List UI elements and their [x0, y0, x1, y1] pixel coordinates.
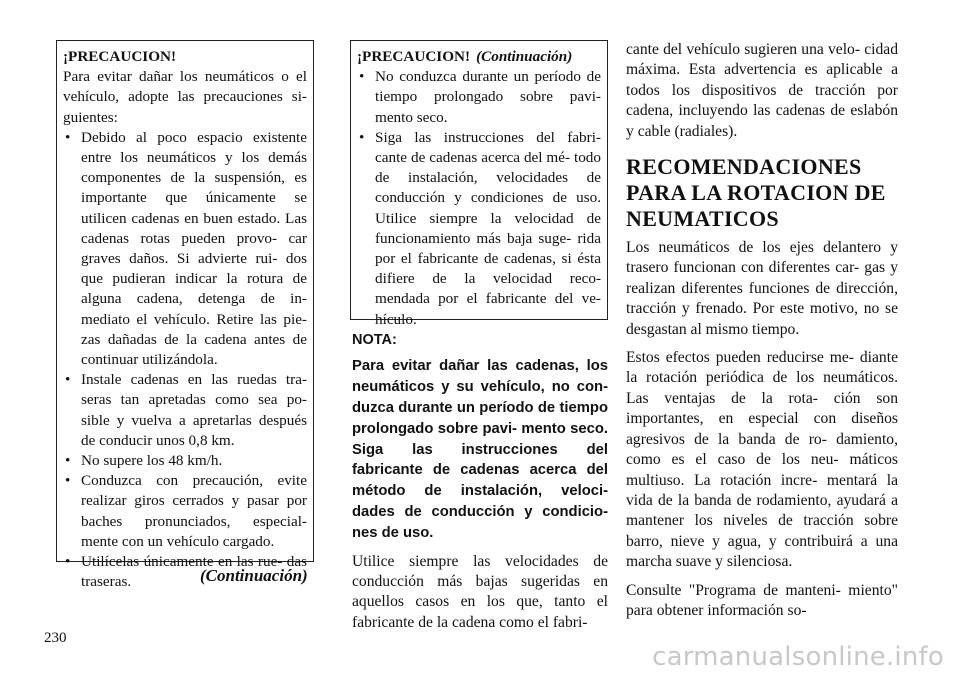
list-item: • Conduzca con precaución, evite realizar giros cerrados y pasar por baches pronunciados, especial- mente con un vehículo cargado. [63, 471, 307, 552]
list-item: • Utilícelas únicamente en las rue- das traseras. [63, 552, 307, 592]
note-title: NOTA: [352, 332, 397, 348]
paragraph: Consulte "Programa de manteni- miento" para obtener información so- [626, 581, 898, 619]
warning-title: ¡PRECAUCION! [63, 48, 177, 65]
continuation-label: (Continuación) [200, 566, 308, 585]
warning-title-text: ¡PRECAUCION! [357, 48, 471, 65]
list-item: • Siga las instrucciones del fabri- cante de cadenas acerca del mé- todo de instalación, velocidades de conducción y condiciones de uso. Utilice siempre la velocidad de funcionamiento más baja suge- rida por el fabricante de cadenas, si ésta difiere de la velocidad reco- mendada por el fabricante del ve- hículo. [357, 128, 601, 330]
warning-box-2 [350, 40, 608, 328]
paragraph: Utilice siempre las velocidades de conducción más bajas sugeridas en aquellos casos en los que, tanto el fabricante de la cadena como el fabri- [352, 552, 608, 631]
column-3 [626, 40, 898, 621]
warning-continuation: (Continuación) [476, 48, 573, 65]
list-item: • No supere los 48 km/h. [63, 451, 307, 471]
list-item: • Instale cadenas en las ruedas tra- seras tan apretadas como sea po- sible y vuelva a apretarlas después de conducir unos 0,8 km. [63, 370, 307, 451]
section-heading: RECOMENDACIONES PARA LA ROTACION DE NEUMATICOS [626, 154, 886, 232]
warning-list [357, 67, 601, 330]
list-item: • No conduzca durante un período de tiempo prolongado sobre pavi- mento seco. [357, 67, 601, 128]
list-item: • Debido al poco espacio existente entre los neumáticos y los demás componentes de la suspensión, es importante que únicamente se utilicen cadenas en buen estado. Las cadenas rotas pueden provo- car graves daños. Si advierte rui- dos que pudieran indicar la rotura de alguna cadena, detenga de in- mediato el vehículo. Retire las pie- zas dañadas de la cadena antes de continuar utilizándola. [63, 128, 307, 370]
paragraph: Los neumáticos de los ejes delantero y trasero funcionan con diferentes car- gas y realizan diferentes funciones de dirección, tracción y frenado. Por este motivo, no se desgastan al mismo tiempo. [626, 239, 898, 338]
watermark: carmanualsonline.info [652, 642, 944, 672]
warning-intro: Para evitar dañar los neumáticos o el vehículo, adopte las precauciones si- guientes: [63, 68, 307, 126]
paragraph: cante del vehículo sugieren una velo- cidad máxima. Esta advertencia es aplicable a todos los dispositivos de tracción por cadena, incluyendo las cadenas de eslabón y cable (radiales). [626, 41, 898, 140]
note-section [352, 320, 608, 633]
paragraph: Estos efectos pueden reducirse me- diante la rotación periódica de los neumáticos. Las ventajas de la rota- ción son importantes, en especial con diseños agresivos de la banda de ro- damiento, como es el caso de los neu- máticos multiuso. La rotación incre- mentará la vida de la banda de rodamiento, ayudará a mantener los niveles de tracción sobre barro, nieve y agua, y contribuirá a una marcha suave y silenciosa. [626, 349, 898, 571]
warning-list [63, 128, 307, 593]
page-number: 230 [44, 630, 67, 646]
note-body: Para evitar dañar las cadenas, los neumáticos y su vehículo, no con- duzca durante un período de tiempo prolongado sobre pavi- mento seco. Siga las instrucciones del fabricante de cadenas acerca del método de instalación, veloci- dades de conducción y condicio- nes de uso. [352, 358, 608, 541]
warning-title [357, 47, 601, 67]
